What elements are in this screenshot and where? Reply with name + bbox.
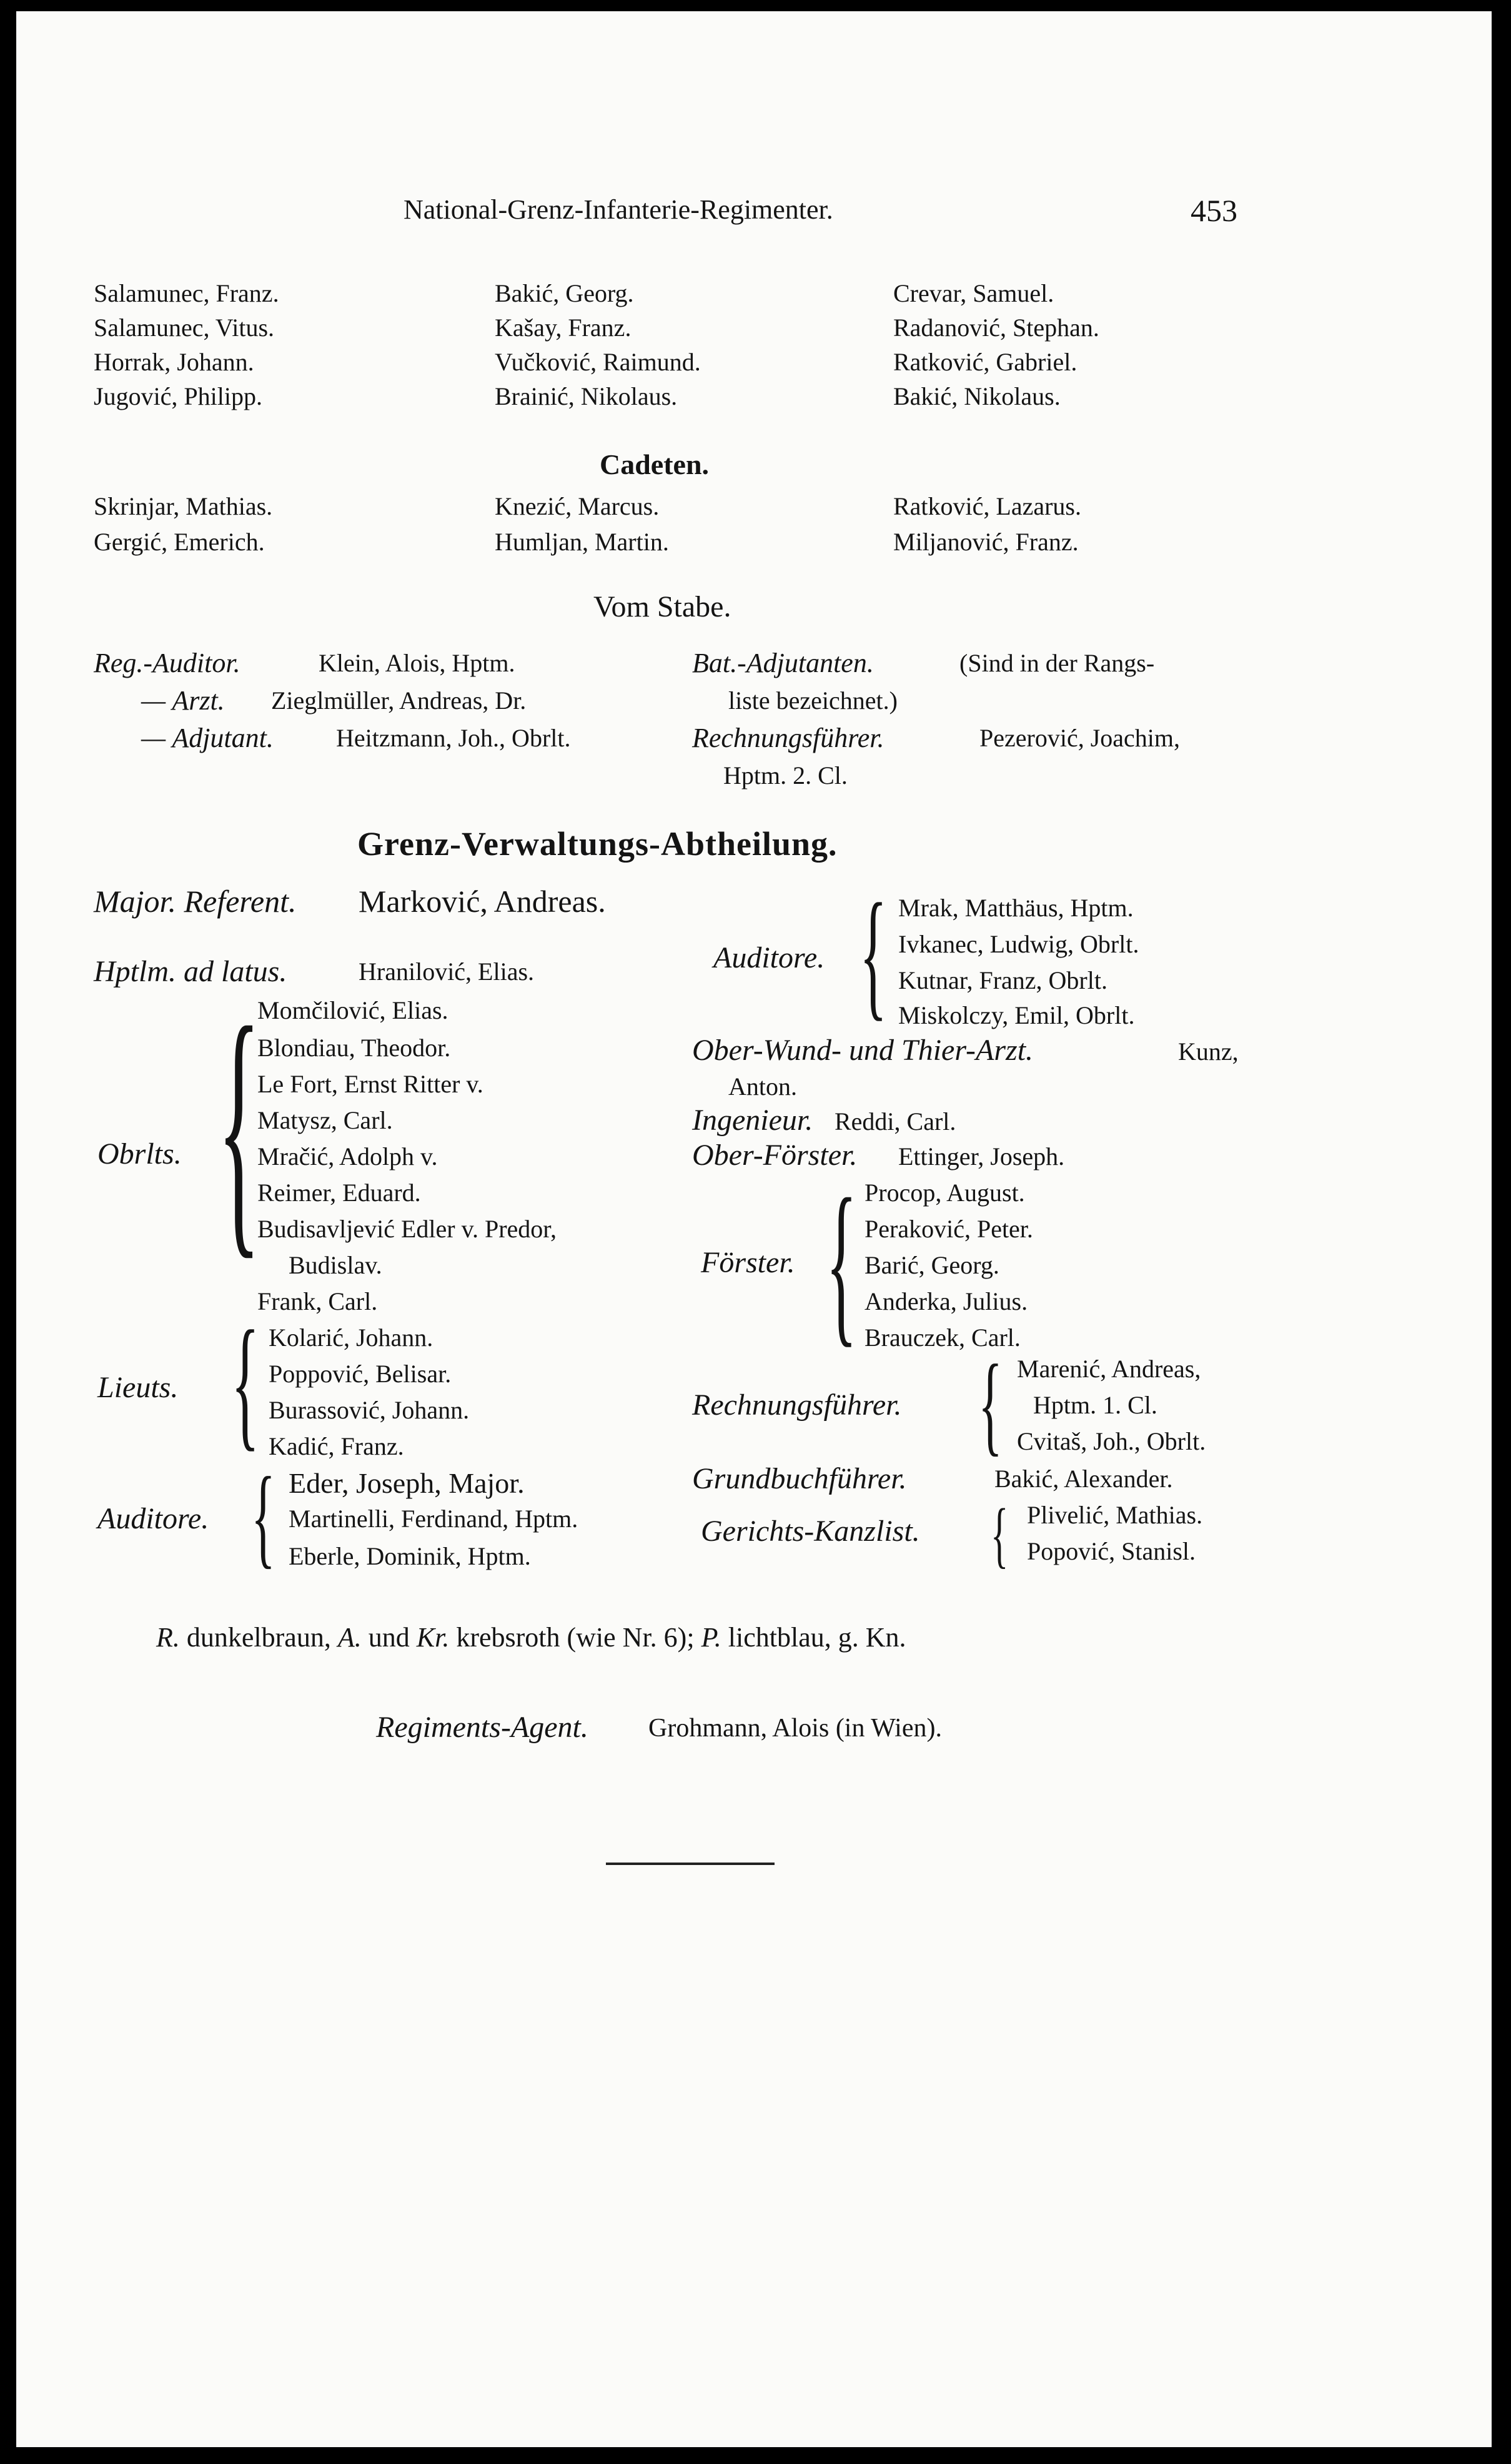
agent-text: Grohmann, Alois (in Wien). xyxy=(648,1714,942,1743)
uniform-key: R. xyxy=(156,1622,180,1653)
name-entry: Klein, Alois, Hptm. xyxy=(319,649,515,677)
page-number: 453 xyxy=(1191,193,1237,228)
name-entry: Kadić, Franz. xyxy=(269,1432,404,1460)
end-ornament-rule xyxy=(606,1863,775,1865)
name-entry: Zieglmüller, Andreas, Dr. xyxy=(271,686,527,715)
name-entry: Kunz, xyxy=(1178,1037,1239,1066)
brace-auditore-left: { xyxy=(251,1454,275,1578)
brace-rechnungsfuehrer: { xyxy=(978,1342,1003,1466)
name-entry: Bakić, Georg. xyxy=(495,279,634,307)
role-label: Reg.-Auditor. xyxy=(94,648,240,678)
name-entry: Plivelić, Mathias. xyxy=(1027,1501,1203,1529)
name-entry: Crevar, Samuel. xyxy=(893,279,1054,307)
uniform-key: P. xyxy=(701,1622,721,1653)
group-label: Auditore. xyxy=(97,1502,209,1535)
name-entry: Kutnar, Franz, Obrlt. xyxy=(898,966,1107,994)
name-entry: Eberle, Dominik, Hptm. xyxy=(289,1542,531,1570)
name-entry: Procop, August. xyxy=(864,1179,1025,1207)
name-entry: Poppović, Belisar. xyxy=(269,1360,452,1388)
name-entry: Jugović, Philipp. xyxy=(94,382,263,410)
name-entry: Hranilović, Elias. xyxy=(359,957,535,986)
group-label: Lieuts. xyxy=(97,1371,179,1404)
name-entry: Barić, Georg. xyxy=(864,1251,999,1279)
uniform-key: A. xyxy=(337,1622,362,1653)
name-entry: Reimer, Eduard. xyxy=(257,1179,421,1207)
running-title: National-Grenz-Infanterie-Regimenter. xyxy=(404,194,833,225)
brace-auditore-right: { xyxy=(860,874,888,1033)
name-entry: Popović, Stanisl. xyxy=(1027,1537,1196,1565)
note-text: (Sind in der Rangs- xyxy=(959,649,1155,677)
uniform-text: krebsroth (wie Nr. 6); xyxy=(456,1622,695,1653)
name-entry: Anderka, Julius. xyxy=(864,1287,1028,1315)
name-entry: Brainić, Nikolaus. xyxy=(495,382,678,410)
name-entry: Hptm. 2. Cl. xyxy=(723,761,848,789)
book-page xyxy=(16,11,1492,2447)
note-text: liste bezeichnet.) xyxy=(728,686,898,715)
role-label: Major. Referent. xyxy=(94,884,297,919)
name-entry: Ettinger, Joseph. xyxy=(898,1142,1065,1170)
uniform-key: Kr. xyxy=(416,1622,450,1653)
name-entry: Knezić, Marcus. xyxy=(495,492,660,520)
name-entry: Salamunec, Franz. xyxy=(94,279,279,307)
name-entry: Ivkanec, Ludwig, Obrlt. xyxy=(898,930,1139,958)
name-entry: Reddi, Carl. xyxy=(835,1107,956,1136)
name-entry: Gergić, Emerich. xyxy=(94,528,265,556)
role-label: — Adjutant. xyxy=(141,723,274,753)
role-label: Ingenieur. xyxy=(692,1104,813,1137)
name-entry: Matysz, Carl. xyxy=(257,1106,393,1134)
group-label: Förster. xyxy=(701,1246,795,1279)
brace-foerster: { xyxy=(826,1162,858,1362)
brace-kanzlist: { xyxy=(991,1493,1009,1575)
name-entry: Peraković, Peter. xyxy=(864,1215,1033,1243)
name-entry: Momčilović, Elias. xyxy=(257,996,448,1024)
name-entry: Mrak, Matthäus, Hptm. xyxy=(898,894,1134,922)
role-label: Hptlm. ad latus. xyxy=(94,955,287,988)
name-entry: Kolarić, Johann. xyxy=(269,1324,433,1352)
role-label: Bat.-Adjutanten. xyxy=(692,648,874,678)
uniform-text: und xyxy=(368,1622,410,1653)
name-entry: Humljan, Martin. xyxy=(495,528,669,556)
name-entry: Miskolczy, Emil, Obrlt. xyxy=(898,1001,1135,1029)
name-entry: Hptm. 1. Cl. xyxy=(1033,1391,1157,1419)
section-heading-cadeten: Cadeten. xyxy=(600,448,710,480)
name-entry: Pezerović, Joachim, xyxy=(979,724,1180,752)
uniform-text: lichtblau, g. Kn. xyxy=(728,1622,906,1653)
group-label: Obrlts. xyxy=(97,1137,182,1170)
name-entry: Martinelli, Ferdinand, Hptm. xyxy=(289,1505,578,1533)
name-entry: Heitzmann, Joh., Obrlt. xyxy=(336,724,571,752)
name-entry: Frank, Carl. xyxy=(257,1287,378,1315)
name-entry: Eder, Joseph, Major. xyxy=(289,1467,525,1499)
role-label: Ober-Wund- und Thier-Arzt. xyxy=(692,1034,1034,1067)
name-entry: Skrinjar, Mathias. xyxy=(94,492,273,520)
name-entry: Kašay, Franz. xyxy=(495,314,632,342)
name-entry: Ratković, Lazarus. xyxy=(893,492,1081,520)
name-entry: Burassović, Johann. xyxy=(269,1396,470,1424)
role-label: Ober-Förster. xyxy=(692,1139,858,1172)
name-entry: Mračić, Adolph v. xyxy=(257,1142,438,1170)
role-label: — Arzt. xyxy=(141,685,225,716)
name-entry: Budislav. xyxy=(289,1251,382,1279)
group-label: Gerichts-Kanzlist. xyxy=(701,1515,920,1548)
brace-lieuts: { xyxy=(231,1301,260,1464)
name-entry: Miljanović, Franz. xyxy=(893,528,1079,556)
name-entry: Cvitaš, Joh., Obrlt. xyxy=(1017,1427,1206,1455)
name-entry: Anton. xyxy=(728,1072,797,1101)
brace-oberlts: { xyxy=(217,971,261,1282)
uniform-line xyxy=(156,1624,906,1651)
name-entry: Le Fort, Ernst Ritter v. xyxy=(257,1070,483,1098)
name-entry: Brauczek, Carl. xyxy=(864,1324,1021,1352)
section-heading-stab: Vom Stabe. xyxy=(593,590,731,623)
uniform-text: dunkelbraun, xyxy=(186,1622,331,1653)
name-entry: Marković, Andreas. xyxy=(359,884,606,919)
group-label: Rechnungsführer. xyxy=(692,1388,902,1422)
role-label: Grundbuchführer. xyxy=(692,1462,907,1495)
name-entry: Blondiau, Theodor. xyxy=(257,1034,451,1062)
name-entry: Marenić, Andreas, xyxy=(1017,1355,1201,1383)
section-heading-gva: Grenz-Verwaltungs-Abtheilung. xyxy=(357,825,838,863)
name-entry: Vučković, Raimund. xyxy=(495,348,701,376)
role-label: Regiments-Agent. xyxy=(376,1711,588,1744)
name-entry: Budisavljević Edler v. Predor, xyxy=(257,1215,557,1243)
name-entry: Ratković, Gabriel. xyxy=(893,348,1078,376)
name-entry: Salamunec, Vitus. xyxy=(94,314,275,342)
role-label: Rechnungsführer. xyxy=(692,723,884,753)
group-label: Auditore. xyxy=(713,941,825,974)
name-entry: Radanović, Stephan. xyxy=(893,314,1099,342)
name-entry: Bakić, Nikolaus. xyxy=(893,382,1061,410)
name-entry: Horrak, Johann. xyxy=(94,348,254,376)
name-entry: Bakić, Alexander. xyxy=(994,1465,1173,1493)
